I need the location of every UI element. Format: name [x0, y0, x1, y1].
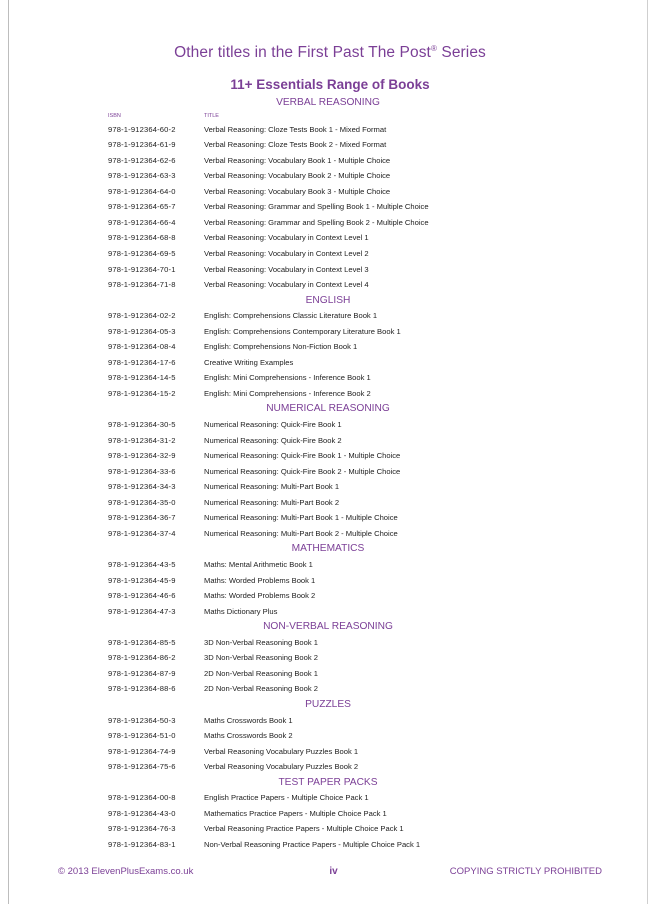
book-isbn: 978-1-912364-70-1 [108, 264, 176, 274]
book-isbn: 978-1-912364-43-5 [108, 560, 176, 570]
book-row [108, 635, 628, 651]
book-row [108, 433, 628, 449]
book-title: Verbal Reasoning: Vocabulary in Context Level 2 [204, 248, 369, 258]
book-title: Numerical Reasoning: Multi-Part Book 2 - Multiple Choice [204, 528, 398, 538]
book-isbn: 978-1-912364-02-2 [108, 311, 176, 321]
book-row [108, 386, 628, 402]
book-isbn: 978-1-912364-05-3 [108, 326, 176, 336]
book-title: Verbal Reasoning: Vocabulary Book 1 - Multiple Choice [204, 155, 391, 165]
section [108, 619, 628, 697]
book-isbn: 978-1-912364-15-2 [108, 388, 176, 398]
book-title: Verbal Reasoning: Vocabulary in Context Level 3 [204, 264, 369, 274]
title-column-header: TITLE [204, 112, 219, 119]
book-isbn: 978-1-912364-31-2 [108, 435, 176, 445]
book-row [108, 277, 628, 293]
section [108, 401, 628, 541]
book-title: Verbal Reasoning Vocabulary Puzzles Book 2 [204, 762, 359, 772]
book-isbn: 978-1-912364-68-8 [108, 233, 176, 243]
book-row [108, 713, 628, 729]
book-row [108, 681, 628, 697]
book-title: Numerical Reasoning: Quick-Fire Book 2 - Multiple Choice [204, 466, 401, 476]
book-row [108, 355, 628, 371]
book-title: Verbal Reasoning: Grammar and Spelling Book 1 - Multiple Choice [204, 202, 429, 212]
book-title: Numerical Reasoning: Multi-Part Book 2 [204, 497, 340, 507]
book-isbn: 978-1-912364-71-8 [108, 280, 176, 290]
book-title: Maths: Worded Problems Book 1 [204, 575, 316, 585]
book-isbn: 978-1-912364-83-1 [108, 840, 176, 850]
book-title: Verbal Reasoning: Vocabulary Book 2 - Multiple Choice [204, 171, 391, 181]
book-isbn: 978-1-912364-35-0 [108, 497, 176, 507]
book-isbn: 978-1-912364-43-0 [108, 808, 176, 818]
book-isbn: 978-1-912364-34-3 [108, 482, 176, 492]
column-headers [108, 111, 628, 122]
book-isbn: 978-1-912364-65-7 [108, 202, 176, 212]
book-title: Numerical Reasoning: Multi-Part Book 1 [204, 482, 340, 492]
book-title: English: Comprehensions Classic Literature Book 1 [204, 311, 378, 321]
book-row [108, 199, 628, 215]
series-title-suffix: Series [436, 44, 486, 62]
book-title: 3D Non-Verbal Reasoning Book 1 [204, 637, 318, 647]
book-title: Verbal Reasoning Practice Papers - Multiple Choice Pack 1 [204, 824, 404, 834]
book-title: Maths Dictionary Plus [204, 606, 278, 616]
section [108, 775, 628, 853]
book-isbn: 978-1-912364-00-8 [108, 793, 176, 803]
series-title [0, 44, 660, 62]
book-title: 3D Non-Verbal Reasoning Book 2 [204, 653, 318, 663]
section-heading: NUMERICAL REASONING [266, 403, 390, 415]
book-row [108, 153, 628, 169]
book-row [108, 806, 628, 822]
book-row [108, 137, 628, 153]
section [108, 95, 628, 293]
book-title: 2D Non-Verbal Reasoning Book 1 [204, 668, 318, 678]
book-title: English: Comprehensions Contemporary Literature Book 1 [204, 326, 401, 336]
book-title: Numerical Reasoning: Quick-Fire Book 1 [204, 420, 342, 430]
book-title: Verbal Reasoning: Vocabulary Book 3 - Multiple Choice [204, 186, 391, 196]
section-heading: PUZZLES [305, 699, 351, 711]
book-title: Verbal Reasoning: Vocabulary in Context Level 1 [204, 233, 369, 243]
book-row [108, 230, 628, 246]
book-row [108, 324, 628, 340]
book-isbn: 978-1-912364-63-3 [108, 171, 176, 181]
book-isbn: 978-1-912364-60-2 [108, 124, 176, 134]
book-isbn: 978-1-912364-33-6 [108, 466, 176, 476]
book-row [108, 744, 628, 760]
book-isbn: 978-1-912364-45-9 [108, 575, 176, 585]
book-row [108, 417, 628, 433]
book-isbn: 978-1-912364-08-4 [108, 342, 176, 352]
book-isbn: 978-1-912364-75-6 [108, 762, 176, 772]
book-row [108, 308, 628, 324]
book-row [108, 448, 628, 464]
book-row [108, 759, 628, 775]
section-heading: VERBAL REASONING [276, 97, 380, 108]
footer-notice: COPYING STRICTLY PROHIBITED [449, 866, 602, 877]
book-row [108, 339, 628, 355]
section-heading: NON-VERBAL REASONING [263, 621, 393, 633]
book-title: English: Comprehensions Non-Fiction Book 1 [204, 342, 358, 352]
series-title-text: Other titles in the First Past The Post [174, 44, 431, 62]
section [108, 541, 628, 619]
book-row [108, 262, 628, 278]
book-title: Maths: Mental Arithmetic Book 1 [204, 560, 313, 570]
book-title: Verbal Reasoning: Cloze Tests Book 1 - Mixed Format [204, 124, 387, 134]
book-row [108, 557, 628, 573]
book-title: Creative Writing Examples [204, 357, 294, 367]
book-title: Numerical Reasoning: Quick-Fire Book 2 [204, 435, 342, 445]
book-isbn: 978-1-912364-47-3 [108, 606, 176, 616]
book-row [108, 370, 628, 386]
page-edge-left [8, 0, 9, 904]
book-isbn: 978-1-912364-30-5 [108, 420, 176, 430]
section [108, 697, 628, 775]
book-row [108, 215, 628, 231]
footer-copyright: © 2013 ElevenPlusExams.co.uk [58, 866, 194, 877]
book-isbn: 978-1-912364-14-5 [108, 373, 176, 383]
book-row [108, 168, 628, 184]
book-title: Verbal Reasoning: Vocabulary in Context Level 4 [204, 280, 369, 290]
section [108, 293, 628, 402]
book-row [108, 728, 628, 744]
book-title: English: Mini Comprehensions - Inference Book 1 [204, 373, 371, 383]
book-row [108, 246, 628, 262]
book-isbn: 978-1-912364-62-6 [108, 155, 176, 165]
book-row [108, 526, 628, 542]
book-title: Mathematics Practice Papers - Multiple Choice Pack 1 [204, 808, 387, 818]
book-isbn: 978-1-912364-69-5 [108, 248, 176, 258]
book-title: Numerical Reasoning: Multi-Part Book 1 - Multiple Choice [204, 513, 398, 523]
book-row [108, 573, 628, 589]
book-row [108, 821, 628, 837]
book-row [108, 790, 628, 806]
section-heading: MATHEMATICS [291, 543, 365, 555]
book-title: Verbal Reasoning: Cloze Tests Book 2 - Mixed Format [204, 140, 387, 150]
page-edge-right [647, 0, 648, 904]
book-row [108, 464, 628, 480]
book-isbn: 978-1-912364-64-0 [108, 186, 176, 196]
book-list [108, 95, 628, 853]
book-title: English Practice Papers - Multiple Choice Pack 1 [204, 793, 369, 803]
section-heading: TEST PAPER PACKS [278, 776, 378, 788]
book-isbn: 978-1-912364-87-9 [108, 668, 176, 678]
book-isbn: 978-1-912364-50-3 [108, 715, 176, 725]
book-isbn: 978-1-912364-86-2 [108, 653, 176, 663]
book-row [108, 604, 628, 620]
book-isbn: 978-1-912364-46-6 [108, 591, 176, 601]
isbn-column-header: ISBN [108, 112, 121, 119]
book-isbn: 978-1-912364-51-0 [108, 731, 176, 741]
section-heading: ENGLISH [305, 294, 351, 306]
book-title: English: Mini Comprehensions - Inference Book 2 [204, 388, 371, 398]
book-title: Numerical Reasoning: Quick-Fire Book 1 - Multiple Choice [204, 451, 401, 461]
book-isbn: 978-1-912364-88-6 [108, 684, 176, 694]
book-title: Maths Crosswords Book 1 [204, 715, 293, 725]
book-row [108, 666, 628, 682]
book-title: Verbal Reasoning Vocabulary Puzzles Book 1 [204, 746, 359, 756]
range-title: 11+ Essentials Range of Books [230, 77, 430, 92]
book-isbn: 978-1-912364-37-4 [108, 528, 176, 538]
book-row [108, 495, 628, 511]
book-row [108, 122, 628, 138]
book-isbn: 978-1-912364-17-6 [108, 357, 176, 367]
book-title: 2D Non-Verbal Reasoning Book 2 [204, 684, 318, 694]
book-title: Non-Verbal Reasoning Practice Papers - Multiple Choice Pack 1 [204, 840, 421, 850]
book-row [108, 650, 628, 666]
book-isbn: 978-1-912364-85-5 [108, 637, 176, 647]
book-isbn: 978-1-912364-61-9 [108, 140, 176, 150]
page-number: iv [329, 866, 338, 877]
book-isbn: 978-1-912364-32-9 [108, 451, 176, 461]
book-isbn: 978-1-912364-36-7 [108, 513, 176, 523]
page-footer [58, 866, 602, 877]
book-isbn: 978-1-912364-66-4 [108, 217, 176, 227]
book-title: Verbal Reasoning: Grammar and Spelling Book 2 - Multiple Choice [204, 217, 429, 227]
book-isbn: 978-1-912364-74-9 [108, 746, 176, 756]
book-row [108, 588, 628, 604]
book-row [108, 837, 628, 853]
book-row [108, 479, 628, 495]
book-row [108, 510, 628, 526]
book-title: Maths: Worded Problems Book 2 [204, 591, 316, 601]
book-row [108, 184, 628, 200]
book-title: Maths Crosswords Book 2 [204, 731, 293, 741]
book-isbn: 978-1-912364-76-3 [108, 824, 176, 834]
registered-mark: ® [430, 44, 437, 53]
